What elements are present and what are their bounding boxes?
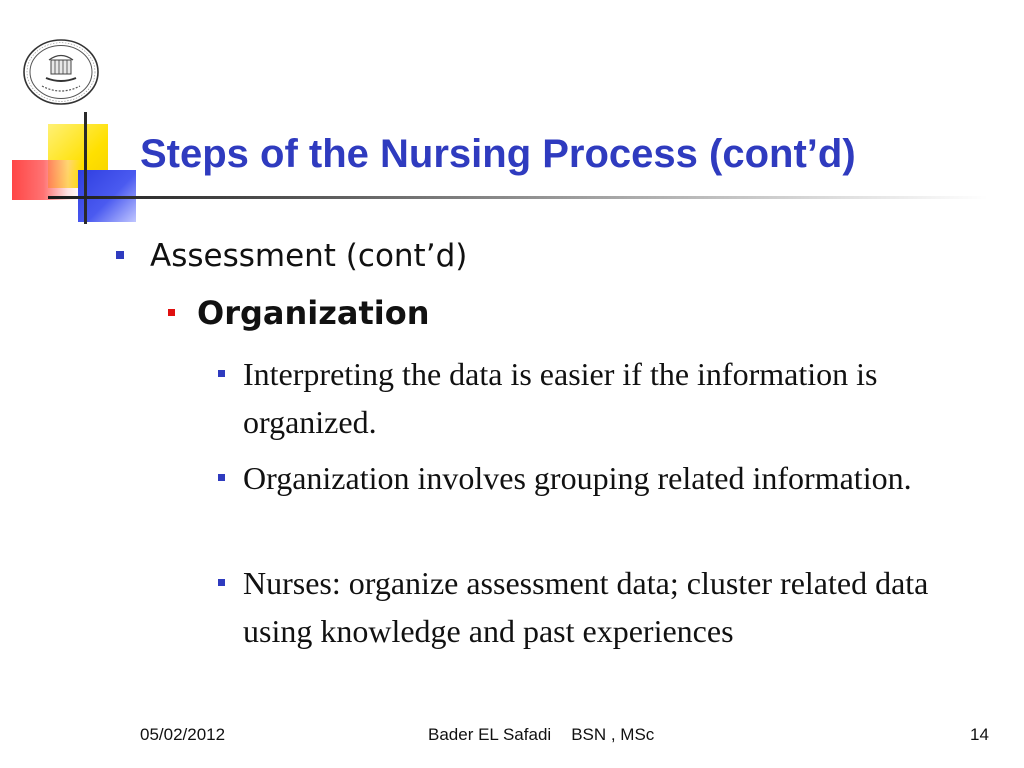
bullet-level3-text: Interpreting the data is easier if the information is organized. [243,356,878,440]
title-underline [48,196,988,199]
bullet-square-icon [218,579,225,586]
bullet-level3-text: Nurses: organize assessment data; cluster related data using knowledge and past experiences [243,565,929,649]
bullet-level3 [218,559,938,655]
bullet-level3-text: Organization involves grouping related information. [243,460,912,496]
bullet-square-icon [218,370,225,377]
slide-title: Steps of the Nursing Process (cont’d) [140,132,856,176]
bullet-square-icon [218,474,225,481]
deco-vertical-line [84,112,87,224]
footer-author-degree: BSN , MSc [571,725,655,744]
bullet-square-icon [116,251,124,259]
bullet-square-icon [168,309,175,316]
bullet-level1 [116,238,467,274]
footer-page-number: 14 [970,725,989,744]
bullet-level1-text: Assessment (cont’d) [150,238,468,274]
deco-red-square [12,160,82,200]
university-seal-logo [22,38,100,106]
bullet-level3 [218,350,938,446]
bullet-level2-text: Organization [197,294,430,332]
footer-author [428,725,654,745]
footer-date: 05/02/2012 [140,725,226,744]
bullet-level2 [168,294,429,332]
footer-author-name: Bader EL Safadi [428,725,552,744]
bullet-level3 [218,454,938,502]
